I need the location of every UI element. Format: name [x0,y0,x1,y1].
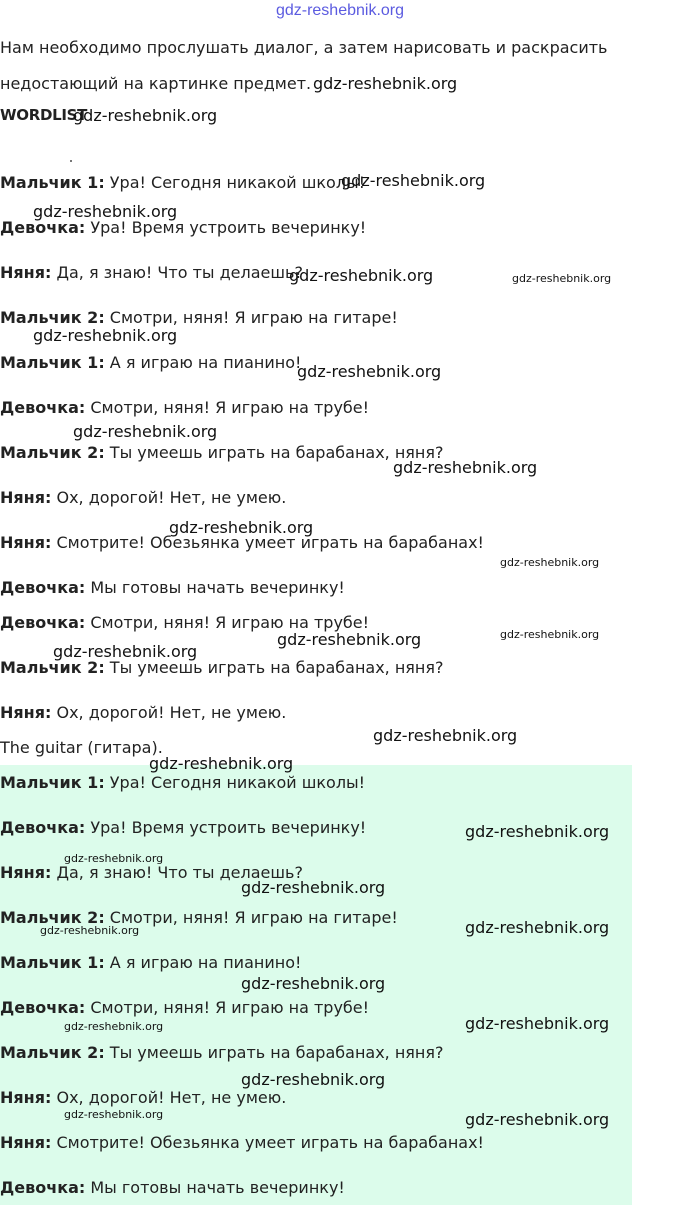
line-text: Смотри, няня! Я играю на гитаре! [104,908,398,927]
speaker-label: Мальчик 2: [0,908,105,927]
watermark: gdz-reshebnik.org [149,754,294,773]
line-text: А я играю на пианино! [104,953,302,972]
line-text: Ох, дорогой! Нет, не умею. [51,488,287,507]
watermark: gdz-reshebnik.org [33,326,178,345]
answer-dialog-line [0,953,301,972]
answer-dialog-line [0,1133,484,1152]
speaker-label: Няня: [0,863,52,882]
speaker-label: Мальчик 2: [0,308,105,327]
dialog-line [0,703,286,722]
watermark: gdz-reshebnik.org [297,362,442,381]
speaker-label: Девочка: [0,398,86,417]
watermark: gdz-reshebnik.org [465,918,610,937]
speaker-label: Мальчик 2: [0,443,105,462]
task-instruction: Нам необходимо прослушать диалог, а затем нарисовать и раскрасить недостающий на картинке предмет. [0,38,608,93]
line-text: Ох, дорогой! Нет, не умею. [51,703,287,722]
watermark: gdz-reshebnik.org [500,628,600,641]
dialog-line [0,398,369,417]
speaker-label: Девочка: [0,218,86,237]
line-text: Смотри, няня! Я играю на трубе! [85,613,370,632]
watermark: gdz-reshebnik.org [33,202,178,221]
speaker-label: Девочка: [0,613,86,632]
answer-dialog-line [0,1178,345,1197]
speaker-label: Няня: [0,533,52,552]
watermark: gdz-reshebnik.org [40,924,140,937]
speaker-label: Мальчик 1: [0,773,105,792]
speaker-label: Мальчик 1: [0,353,105,372]
watermark: gdz-reshebnik.org [241,974,386,993]
speaker-label: Девочка: [0,818,86,837]
answer-text: The guitar (гитара). [0,738,163,757]
line-text: Смотрите! Обезьянка умеет играть на барабанах! [51,533,484,552]
watermark: gdz-reshebnik.org [313,74,458,93]
dialog-line [0,488,286,507]
speaker-label: Девочка: [0,578,86,597]
watermark: gdz-reshebnik.org [393,458,538,477]
watermark: gdz-reshebnik.org [341,171,486,190]
line-text: Ура! Сегодня никакой школы! [104,173,366,192]
watermark: gdz-reshebnik.org [241,1070,386,1089]
watermark: gdz-reshebnik.org [241,878,386,897]
watermark: gdz-reshebnik.org [465,822,610,841]
line-text: Да, я знаю! Что ты делаешь? [51,263,303,282]
speaker-label: Девочка: [0,1178,86,1197]
answer-dialog-line [0,773,365,792]
watermark: gdz-reshebnik.org [169,518,314,537]
line-text: Мы готовы начать вечеринку! [85,578,345,597]
dialog-line [0,578,345,597]
dialog-line [0,263,303,282]
answer-dialog-line [0,1043,444,1062]
watermark: gdz-reshebnik.org [512,272,612,285]
watermark: gdz-reshebnik.org [277,630,422,649]
wordlist-label: WORDLIST [0,106,88,124]
line-text: Смотри, няня! Я играю на трубе! [85,998,370,1017]
line-text: Смотрите! Обезьянка умеет играть на барабанах! [51,1133,484,1152]
dialog-line [0,353,301,372]
line-text: Ты умеешь играть на барабанах, няня? [104,658,444,677]
speaker-label: Няня: [0,488,52,507]
speaker-label: Няня: [0,1088,52,1107]
line-text: Ура! Время устроить вечеринку! [85,818,367,837]
line-text: Смотри, няня! Я играю на гитаре! [104,308,398,327]
decorative-dot [70,160,72,162]
watermark: gdz-reshebnik.org [64,1020,164,1033]
line-text: Да, я знаю! Что ты делаешь? [51,863,303,882]
watermark: gdz-reshebnik.org [373,726,518,745]
answer-dialog-line [0,818,366,837]
answer-dialog-line [0,1088,286,1107]
watermark: gdz-reshebnik.org [53,642,198,661]
speaker-label: Няня: [0,703,52,722]
dialog-line [0,308,398,327]
speaker-label: Мальчик 2: [0,1043,105,1062]
watermark: gdz-reshebnik.org [289,266,434,285]
speaker-label: Няня: [0,263,52,282]
line-text: Ура! Сегодня никакой школы! [104,773,366,792]
site-header-link[interactable]: gdz-reshebnik.org [275,2,405,19]
speaker-label: Девочка: [0,998,86,1017]
speaker-label: Мальчик 2: [0,658,105,677]
dialog-line [0,173,365,192]
line-text: Ты умеешь играть на барабанах, няня? [104,1043,444,1062]
line-text: Ура! Время устроить вечеринку! [85,218,367,237]
line-text: Мы готовы начать вечеринку! [85,1178,345,1197]
line-text: Смотри, няня! Я играю на трубе! [85,398,370,417]
watermark: gdz-reshebnik.org [73,106,218,125]
line-text: Ох, дорогой! Нет, не умею. [51,1088,287,1107]
watermark: gdz-reshebnik.org [64,852,164,865]
speaker-label: Няня: [0,1133,52,1152]
speaker-label: Мальчик 1: [0,953,105,972]
line-text: А я играю на пианино! [104,353,302,372]
watermark: gdz-reshebnik.org [500,556,600,569]
dialog-line [0,443,444,462]
watermark: gdz-reshebnik.org [64,1108,164,1121]
speaker-label: Мальчик 1: [0,173,105,192]
watermark: gdz-reshebnik.org [465,1014,610,1033]
watermark: gdz-reshebnik.org [465,1110,610,1129]
line-text: Ты умеешь играть на барабанах, няня? [104,443,444,462]
watermark: gdz-reshebnik.org [73,422,218,441]
answer-dialog-line [0,998,369,1017]
